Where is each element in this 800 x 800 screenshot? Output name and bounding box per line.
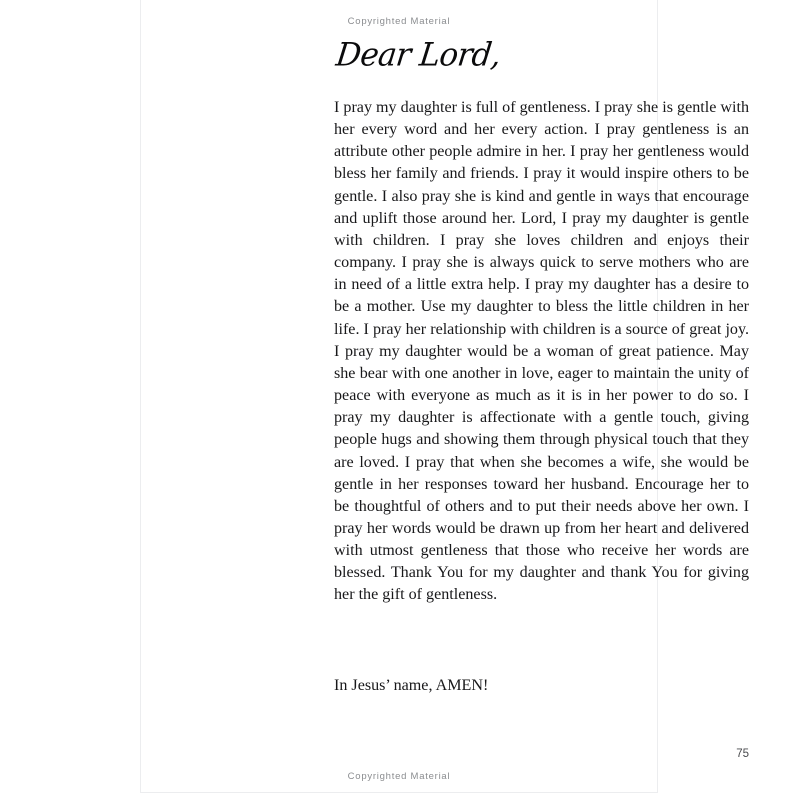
page-sheet	[140, 0, 749, 793]
page-number: 75	[736, 748, 749, 760]
copyright-watermark-bottom: Copyrighted Material	[347, 771, 451, 782]
copyright-watermark-top: Copyrighted Material	[347, 16, 451, 27]
prayer-closing-text: In Jesus’ name, AMEN!	[334, 677, 489, 694]
prayer-salutation: Dear Lord,	[334, 36, 503, 74]
prayer-body-text: I pray my daughter is full of gentleness. I pray she is gentle with her every word and her every action. I pray gentleness is an attribute other people admire in her. I pray her gentleness would bless her family and friends. I pray it would inspire others to be gentle. I also pray she is kind and gentle in ways that encourage and uplift those around her. Lord, I pray my daughter is gentle with children. I pray she loves children and enjoys their company. I pray she is always quick to serve mothers who are in need of a little extra help. I pray my daughter has a desire to be a mother. Use my daughter to bless the little children in her life. I pray her relationship with children is a source of great joy. I pray my daughter would be a woman of great patience. May she bear with one another in love, eager to maintain the unity of peace with everyone as much as it is in her power to do so. I pray my daughter is affectionate with a gentle touch, giving people hugs and showing them through physical touch that they are loved. I pray that when she becomes a wife, she would be gentle in her responses toward her husband. Encourage her to be thoughtful of others and to put their needs above her own. I pray her words would be drawn up from her heart and delivered with utmost gentleness that those who receive her words are blessed. Thank You for my daughter and thank You for giving her the gift of gentleness.	[334, 99, 749, 604]
